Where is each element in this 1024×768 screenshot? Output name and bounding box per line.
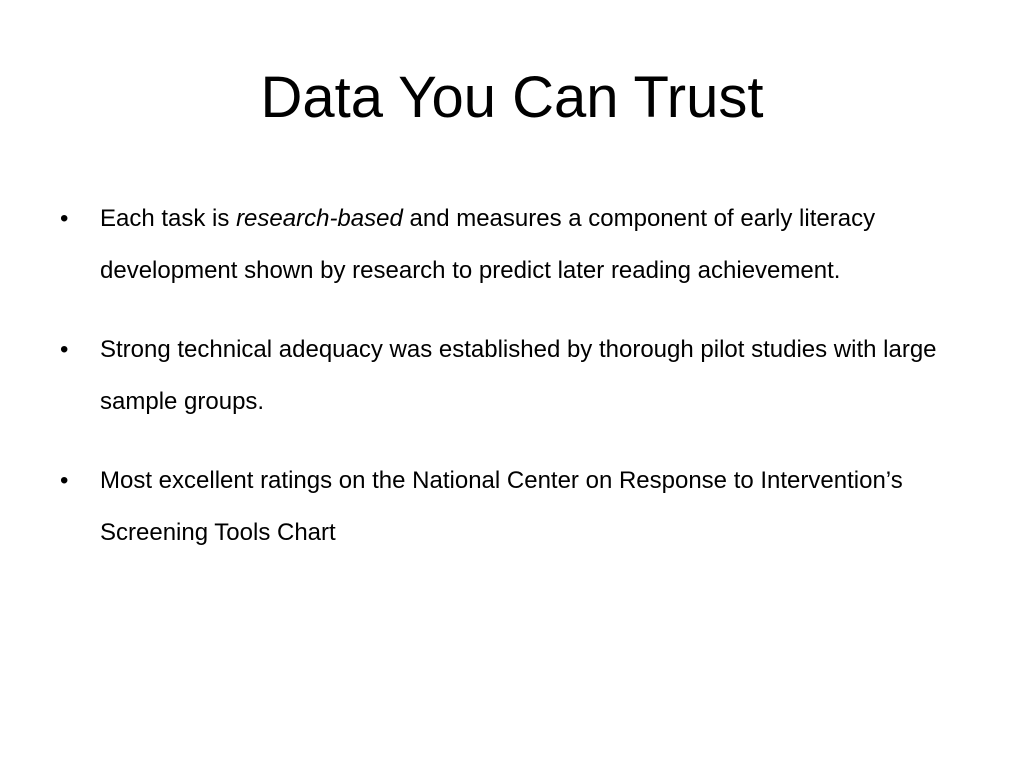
bullet-text-before: Each task is <box>100 205 237 232</box>
bullet-text: Strong technical adequacy was established by thorough pilot studies with large sample groups. <box>100 336 937 415</box>
bullet-text-emphasis: research-based <box>236 205 403 232</box>
bullet-marker: • <box>60 467 69 494</box>
bullet-list <box>60 193 980 586</box>
bullet-item-technical-adequacy <box>60 324 980 428</box>
bullet-text-after: and measures a component of early literacy development shown by research to predict later reading achievement. <box>100 205 876 284</box>
slide-title: Data You Can Trust <box>260 65 764 130</box>
bullet-item-research-based <box>60 193 980 297</box>
bullet-item-ratings <box>60 455 980 559</box>
bullet-marker: • <box>60 336 69 363</box>
bullet-text: Most excellent ratings on the National Center on Response to Intervention’s Screening Tools Chart <box>100 467 903 546</box>
bullet-marker: • <box>60 205 69 232</box>
